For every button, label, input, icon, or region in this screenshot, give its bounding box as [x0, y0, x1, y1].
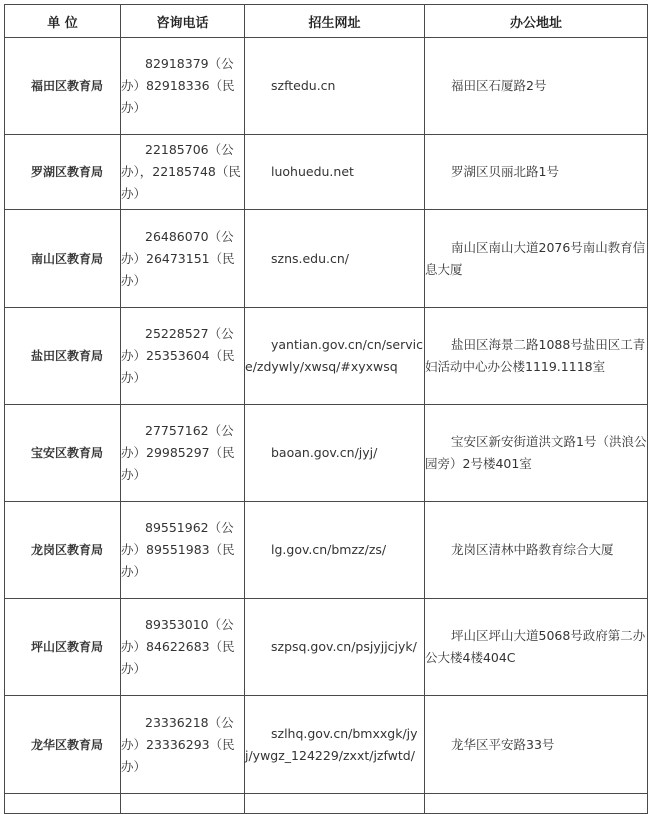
phone-cell: 89353010（公办）84622683（民办）: [121, 599, 245, 696]
table-row-partial: [5, 794, 648, 814]
website-link[interactable]: luohuedu.net: [245, 135, 425, 210]
table-row: [5, 38, 648, 135]
phone-cell: [121, 794, 245, 814]
education-bureau-table: [4, 4, 648, 814]
table-row: [5, 210, 648, 308]
unit-cell: 坪山区教育局: [5, 599, 121, 696]
header-row: [5, 5, 648, 38]
address-cell: 盐田区海景二路1088号盐田区工青妇活动中心办公楼1119.1118室: [425, 308, 648, 405]
address-cell: [425, 794, 648, 814]
website-link[interactable]: yantian.gov.cn/cn/service/zdywly/xwsq/#xyxwsq: [245, 308, 425, 405]
unit-cell: 罗湖区教育局: [5, 135, 121, 210]
address-cell: 龙华区平安路33号: [425, 696, 648, 794]
unit-cell: 南山区教育局: [5, 210, 121, 308]
table-row: [5, 696, 648, 794]
unit-cell: 龙华区教育局: [5, 696, 121, 794]
header-website: 招生网址: [245, 5, 425, 38]
address-cell: 坪山区坪山大道5068号政府第二办公大楼4楼404C: [425, 599, 648, 696]
website-link[interactable]: baoan.gov.cn/jyj/: [245, 405, 425, 502]
phone-cell: 27757162（公办）29985297（民办）: [121, 405, 245, 502]
phone-cell: 89551962（公办）89551983（民办）: [121, 502, 245, 599]
phone-cell: 82918379（公办）82918336（民办）: [121, 38, 245, 135]
website-link: [245, 794, 425, 814]
header-phone: 咨询电话: [121, 5, 245, 38]
address-cell: 龙岗区清林中路教育综合大厦: [425, 502, 648, 599]
website-link[interactable]: szlhq.gov.cn/bmxxgk/jyj/ywgz_124229/zxxt/jzfwtd/: [245, 696, 425, 794]
unit-cell: 龙岗区教育局: [5, 502, 121, 599]
address-cell: 南山区南山大道2076号南山教育信息大厦: [425, 210, 648, 308]
table-row: [5, 405, 648, 502]
address-cell: 宝安区新安街道洪文路1号（洪浪公园旁）2号楼401室: [425, 405, 648, 502]
phone-cell: 25228527（公办）25353604（民办）: [121, 308, 245, 405]
header-address: 办公地址: [425, 5, 648, 38]
website-link[interactable]: lg.gov.cn/bmzz/zs/: [245, 502, 425, 599]
address-cell: 罗湖区贝丽北路1号: [425, 135, 648, 210]
table-row: [5, 135, 648, 210]
unit-cell: [5, 794, 121, 814]
table-row: [5, 599, 648, 696]
phone-cell: 26486070（公办）26473151（民办）: [121, 210, 245, 308]
table-row: [5, 308, 648, 405]
unit-cell: 宝安区教育局: [5, 405, 121, 502]
website-link[interactable]: szpsq.gov.cn/psjyjjcjyk/: [245, 599, 425, 696]
website-link[interactable]: szftedu.cn: [245, 38, 425, 135]
phone-cell: 23336218（公办）23336293（民办）: [121, 696, 245, 794]
unit-cell: 盐田区教育局: [5, 308, 121, 405]
unit-cell: 福田区教育局: [5, 38, 121, 135]
phone-cell: 22185706（公办），22185748（民办）: [121, 135, 245, 210]
table-row: [5, 502, 648, 599]
header-unit: 单 位: [5, 5, 121, 38]
website-link[interactable]: szns.edu.cn/: [245, 210, 425, 308]
address-cell: 福田区石厦路2号: [425, 38, 648, 135]
